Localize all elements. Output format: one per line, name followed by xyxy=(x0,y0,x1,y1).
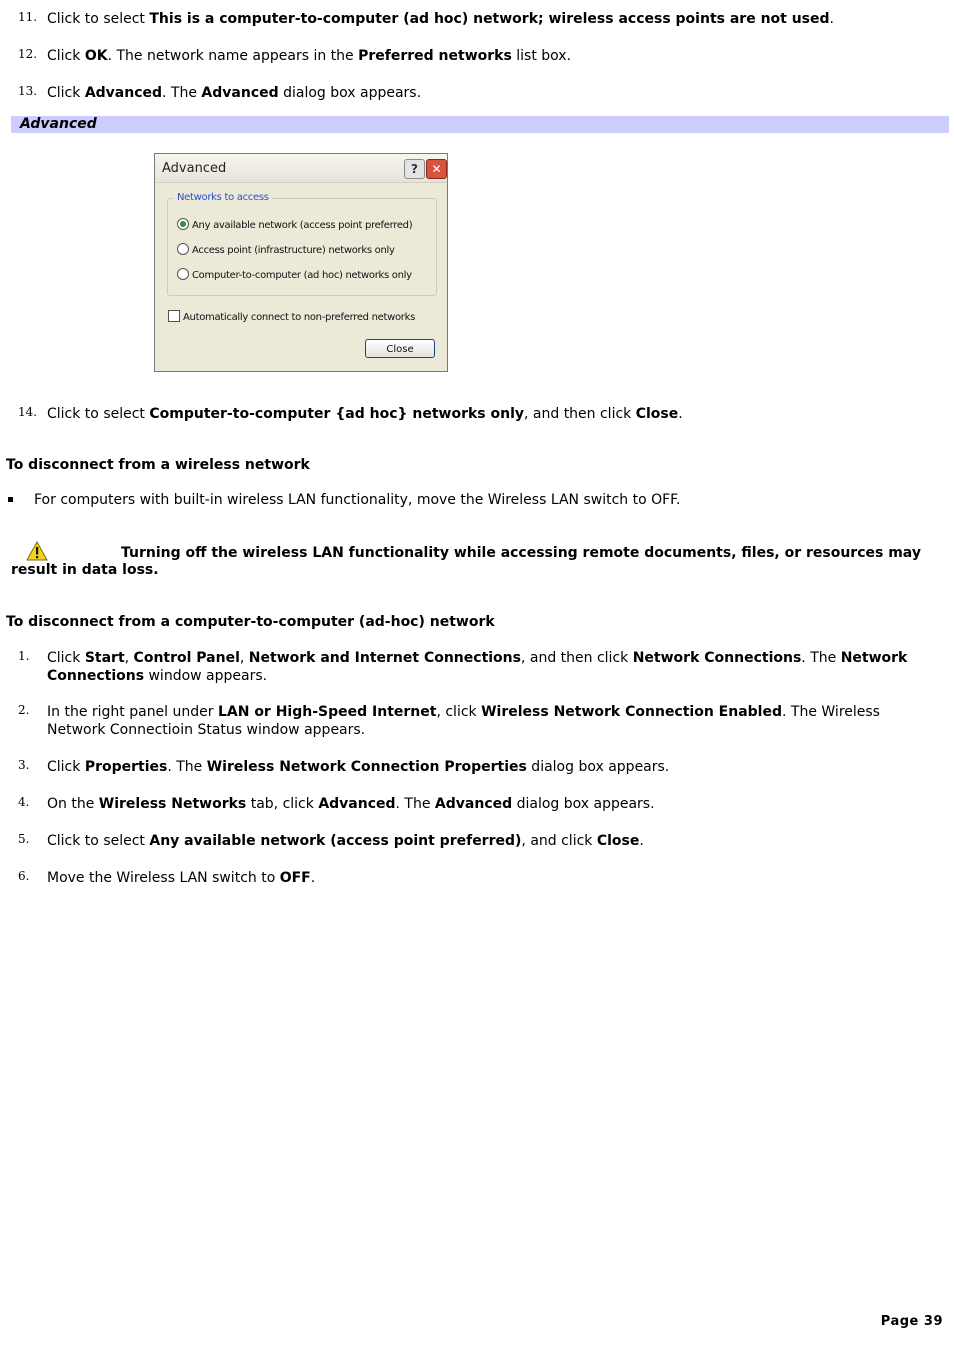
radio-label: Computer-to-computer (ad hoc) networks only xyxy=(192,270,412,281)
bold-term: Close xyxy=(596,833,640,849)
step-text: Click Advanced. The Advanced dialog box appears. xyxy=(47,85,422,101)
step-number: 5. xyxy=(18,832,30,846)
step-text: Click to select This is a computer-to-computer (ad hoc) network; wireless access points are not used. xyxy=(47,11,834,27)
bold-term: Start xyxy=(84,650,125,666)
page-number: Page 39 xyxy=(880,1314,943,1329)
bold-term: OK xyxy=(84,48,108,64)
step-number: 3. xyxy=(18,758,30,772)
radio-selected-icon[interactable] xyxy=(177,218,189,230)
step-number: 6. xyxy=(18,869,30,883)
radio-icon[interactable] xyxy=(177,243,189,255)
bold-term: OFF xyxy=(279,870,311,886)
step-number: 4. xyxy=(18,795,30,809)
bold-term: This is a computer-to-computer (ad hoc) network; wireless access points are not used xyxy=(149,11,830,27)
checkbox-icon[interactable] xyxy=(168,310,180,322)
step-text: Click Start, Control Panel, Network and Internet Connections, and then click Network Connections. The Network Connections window appears. xyxy=(47,650,908,684)
bold-term: Wireless Network Connection Properties xyxy=(206,759,527,775)
advanced-dialog-screenshot xyxy=(154,153,448,372)
step-text: Click to select Any available network (access point preferred), and click Close. xyxy=(47,833,644,849)
warning-text: Turning off the wireless LAN functionality while accessing remote documents, files, or resources may result in data loss. xyxy=(11,545,921,578)
bold-term: Advanced xyxy=(434,796,513,812)
auto-connect-checkbox[interactable] xyxy=(168,310,415,323)
bold-term: Network Connections xyxy=(632,650,802,666)
figure-caption-band xyxy=(11,116,949,133)
checkbox-label: Automatically connect to non-preferred networks xyxy=(183,312,416,323)
step-number: 12. xyxy=(18,47,38,61)
bold-term: Preferred networks xyxy=(358,48,512,64)
bold-term: Wireless Networks xyxy=(98,796,247,812)
bullet-text: For computers with built-in wireless LAN functionality, move the Wireless LAN switch to OFF. xyxy=(34,492,681,508)
dialog-title: Advanced xyxy=(162,161,227,176)
bold-term: Wireless Network Connection Enabled xyxy=(481,704,782,720)
step-text: Click to select Computer-to-computer {ad hoc} networks only, and then click Close. xyxy=(47,406,683,422)
radio-label: Access point (infrastructure) networks only xyxy=(192,245,395,256)
radio-ad-hoc[interactable] xyxy=(177,268,412,281)
radio-access-point[interactable] xyxy=(177,243,395,256)
step-number: 11. xyxy=(18,10,38,24)
bold-term: Network and Internet Connections xyxy=(248,650,521,666)
dialog-titlebar xyxy=(155,154,447,183)
section-heading-adhoc: To disconnect from a computer-to-computer (ad-hoc) network xyxy=(6,614,495,630)
warning-icon xyxy=(26,541,48,561)
step-text: Move the Wireless LAN switch to OFF. xyxy=(47,870,316,886)
bold-term: Advanced xyxy=(201,85,279,101)
radio-icon[interactable] xyxy=(177,268,189,280)
radio-label: Any available network (access point preferred) xyxy=(192,220,413,231)
bold-term: Close xyxy=(635,406,679,422)
bold-term: LAN or High-Speed Internet xyxy=(217,704,437,720)
step-text: Click OK. The network name appears in the Preferred networks list box. xyxy=(47,48,572,64)
radio-any-network[interactable] xyxy=(177,218,412,231)
help-icon[interactable]: ? xyxy=(404,159,425,179)
bold-term: Computer-to-computer {ad hoc} networks only xyxy=(149,406,524,422)
bold-term: Network Connections xyxy=(47,650,908,684)
step-number: 13. xyxy=(18,84,38,98)
section-heading-wireless: To disconnect from a wireless network xyxy=(6,457,310,473)
figure-caption: Advanced xyxy=(20,116,97,132)
bold-term: Advanced xyxy=(84,85,163,101)
bold-term: Any available network (access point preferred) xyxy=(149,833,522,849)
bullet-square-icon xyxy=(8,497,13,502)
step-text: On the Wireless Networks tab, click Advanced. The Advanced dialog box appears. xyxy=(47,796,655,812)
close-button[interactable]: Close xyxy=(365,339,435,358)
bold-term: Advanced xyxy=(318,796,396,812)
bold-term: Control Panel xyxy=(133,650,240,666)
step-text: In the right panel under LAN or High-Speed Internet, click Wireless Network Connection Enabled. The Wireless Network Connectioin Status window appears. xyxy=(47,704,880,738)
step-number: 1. xyxy=(18,649,30,663)
step-number: 2. xyxy=(18,703,30,717)
step-number: 14. xyxy=(18,405,38,419)
bold-term: Properties xyxy=(84,759,168,775)
group-label: Networks to access xyxy=(174,192,272,203)
step-text: Click Properties. The Wireless Network Connection Properties dialog box appears. xyxy=(47,759,670,775)
close-icon[interactable]: ✕ xyxy=(426,159,447,179)
